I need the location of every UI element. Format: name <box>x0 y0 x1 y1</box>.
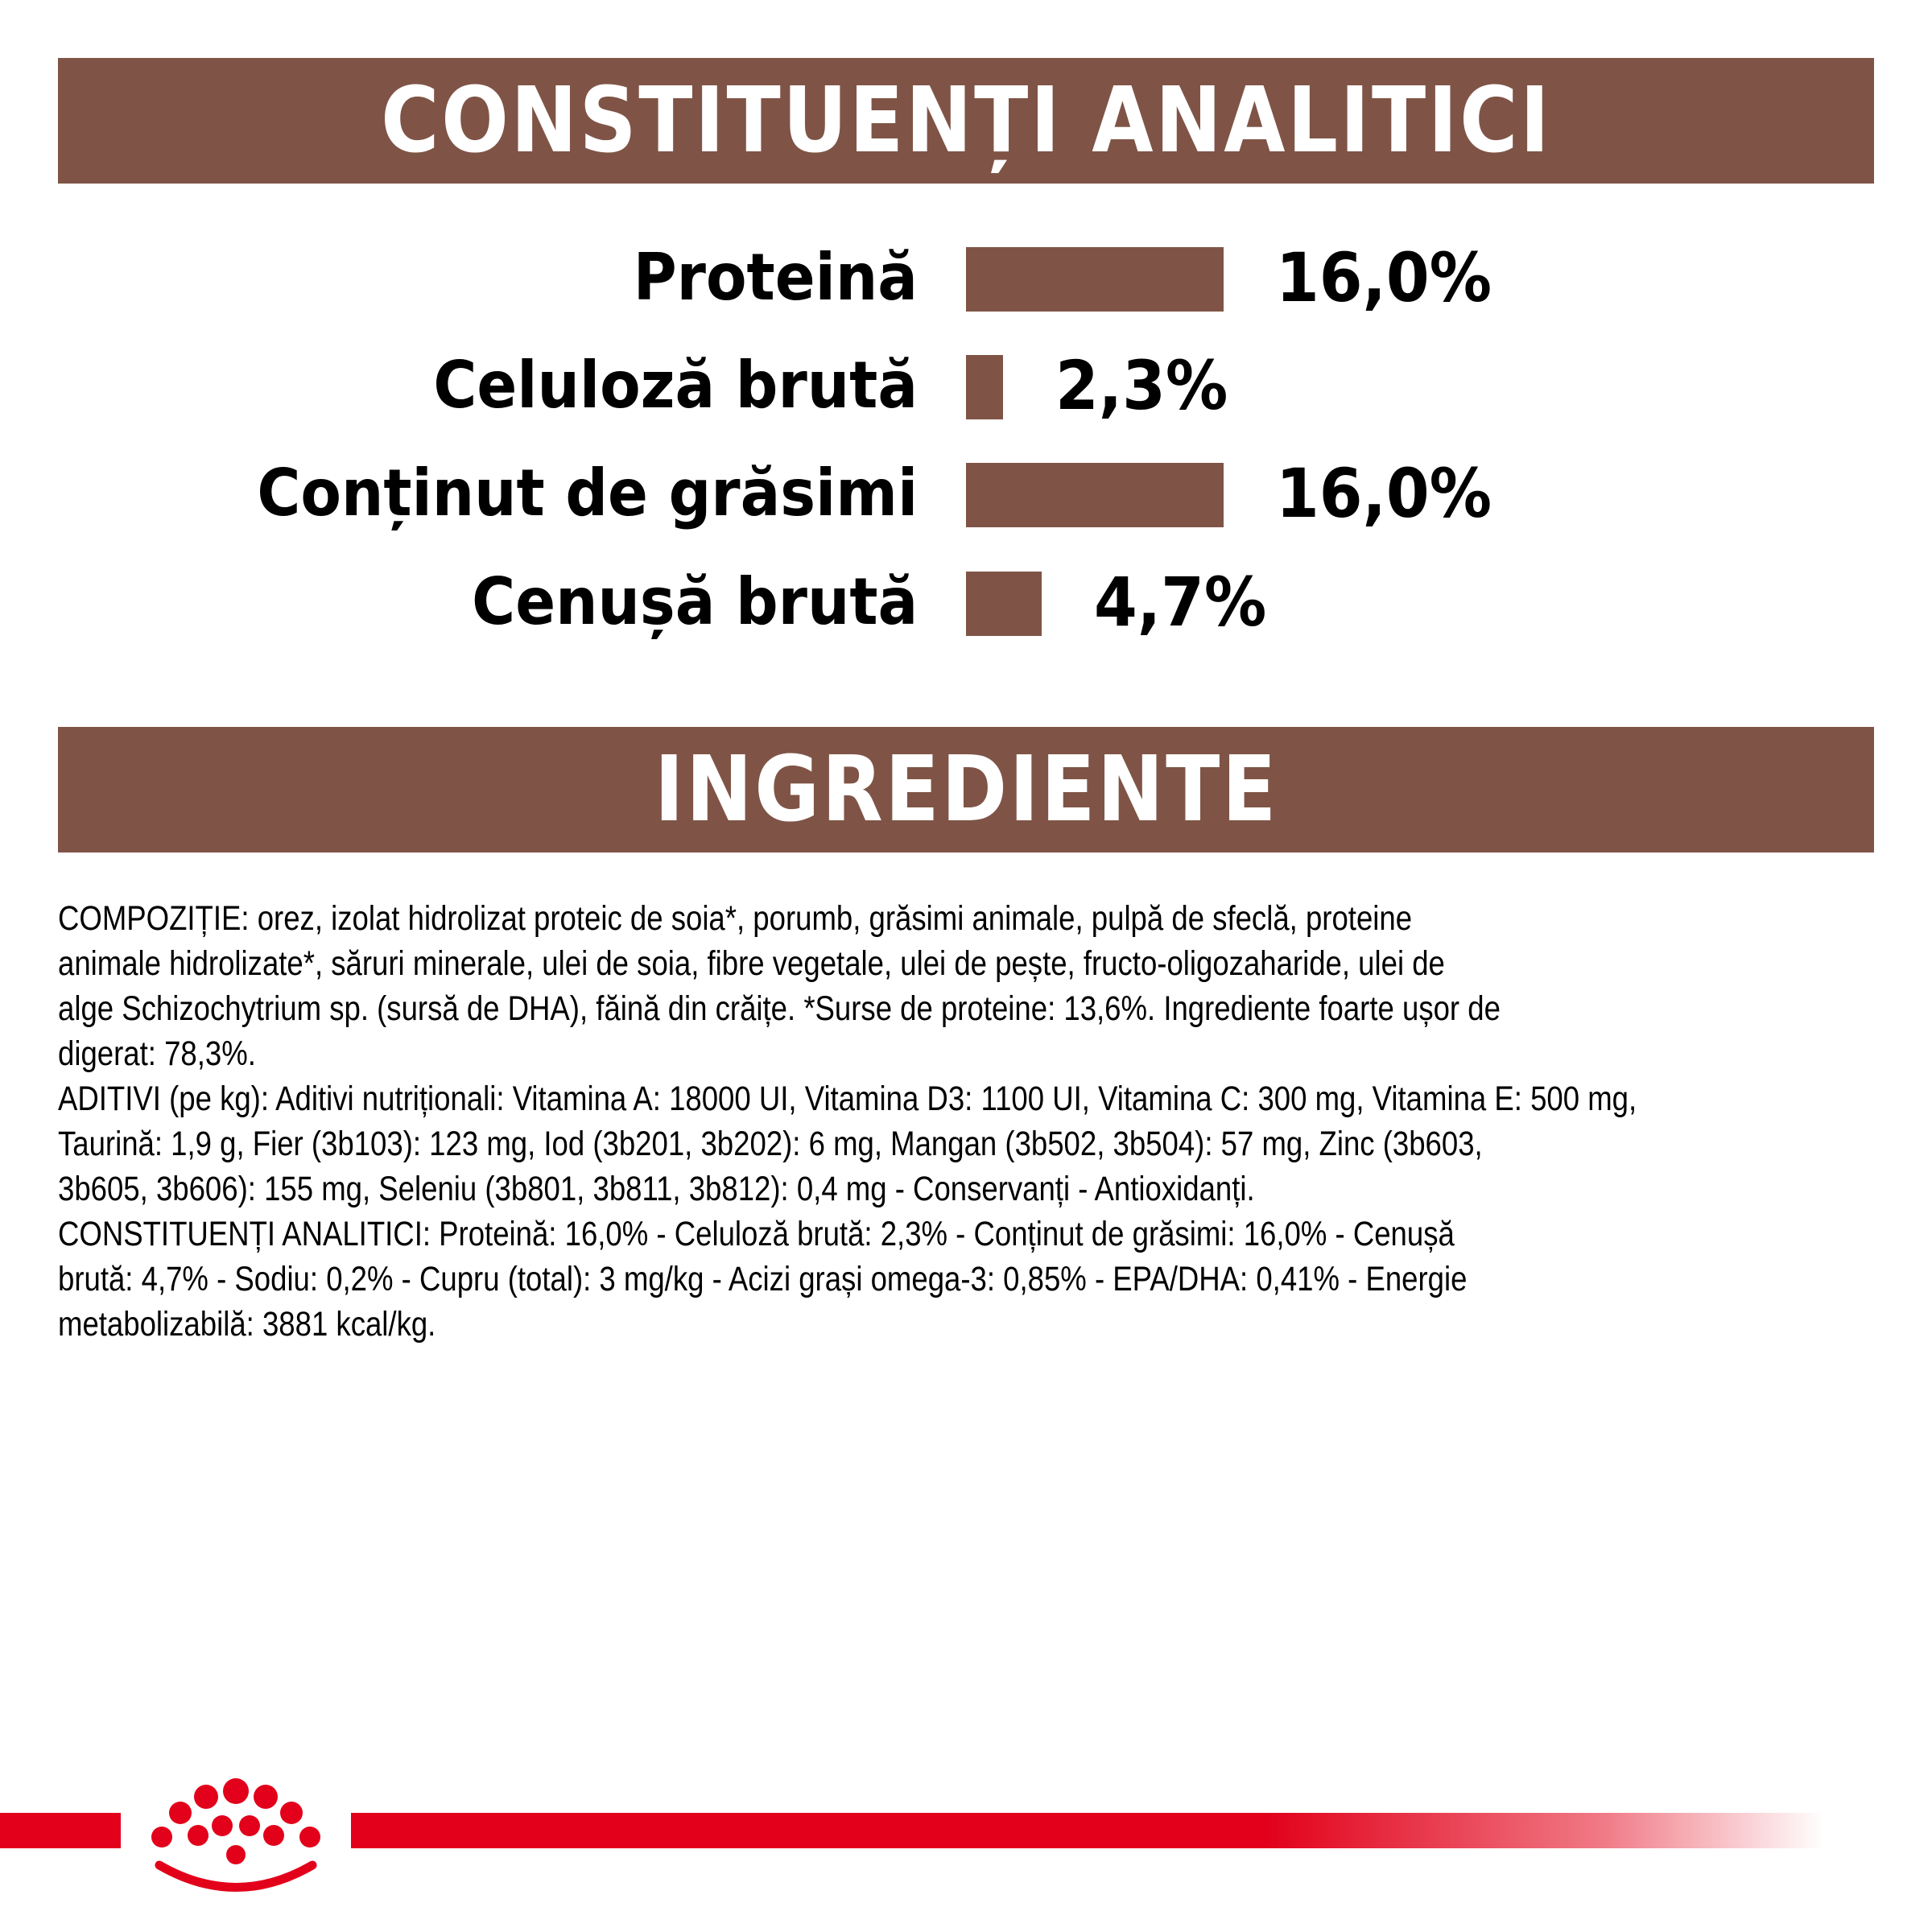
category-label: Celuloză brută <box>433 348 918 423</box>
ingredients-line: metabolizabilă: 3881 kcal/kg. <box>58 1305 436 1344</box>
chart-row <box>0 346 1932 425</box>
value-bar <box>966 355 1003 419</box>
category-label: Cenușă brută <box>471 564 918 639</box>
chart-row <box>0 563 1932 642</box>
ingredients-line: digerat: 78,3%. <box>58 1034 256 1073</box>
value-bar <box>966 247 1224 312</box>
ingredients-line: brută: 4,7% - Sodiu: 0,2% - Cupru (total): 3 mg/kg - Acizi grași omega-3: 0,85% - EPA/DHA: 0,41% - Energie <box>58 1260 1468 1298</box>
value-label: 16,0% <box>1276 454 1492 533</box>
analytic-constituents-title: CONSTITUENȚI ANALITICI <box>380 68 1552 173</box>
category-label: Conținut de grăsimi <box>257 456 918 530</box>
value-bar <box>966 463 1224 527</box>
analytic-constituents-banner <box>58 58 1874 184</box>
value-label: 2,3% <box>1055 346 1228 425</box>
category-label: Proteină <box>633 240 918 315</box>
ingredients-line: CONSTITUENȚI ANALITICI: Proteină: 16,0% - Celuloză brută: 2,3% - Conținut de grăsimi: 16,0% - Cenușă <box>58 1215 1455 1253</box>
value-bar <box>966 572 1042 636</box>
ingredients-line: ADITIVI (pe kg): Aditivi nutriționali: Vitamina A: 18000 UI, Vitamina D3: 1100 UI, Vitamina C: 300 mg, Vitamina E: 500 mg, <box>58 1080 1637 1118</box>
ingredients-line: alge Schizochytrium sp. (sursă de DHA), făină din crăițe. *Surse de proteine: 13,6%. Ingrediente foarte ușor de <box>58 989 1501 1028</box>
value-label: 4,7% <box>1094 563 1267 642</box>
ingredients-line: COMPOZIȚIE: orez, izolat hidrolizat proteic de soia*, porumb, grăsimi animale, pulpă de sfeclă, proteine <box>58 899 1413 938</box>
footer-stripe-left <box>0 1813 121 1848</box>
ingredients-title: INGREDIENTE <box>654 737 1278 842</box>
footer-stripe-right <box>351 1813 1824 1848</box>
ingredients-line: animale hidrolizate*, săruri minerale, ulei de soia, fibre vegetale, ulei de pește, fructo-oligozaharide, ulei de <box>58 944 1445 983</box>
chart-row <box>0 238 1932 317</box>
ingredients-line: Taurină: 1,9 g, Fier (3b103): 123 mg, Iod (3b201, 3b202): 6 mg, Mangan (3b502, 3b504): 57 mg, Zinc (3b603, <box>58 1125 1483 1163</box>
royal-canin-crown-icon <box>135 1765 336 1901</box>
chart-row <box>0 454 1932 533</box>
value-label: 16,0% <box>1276 238 1492 317</box>
ingredients-text <box>58 896 1874 1347</box>
ingredients-banner <box>58 727 1874 852</box>
ingredients-line: 3b605, 3b606): 155 mg, Seleniu (3b801, 3b811, 3b812): 0,4 mg - Conservanți - Antioxidanți. <box>58 1170 1255 1208</box>
